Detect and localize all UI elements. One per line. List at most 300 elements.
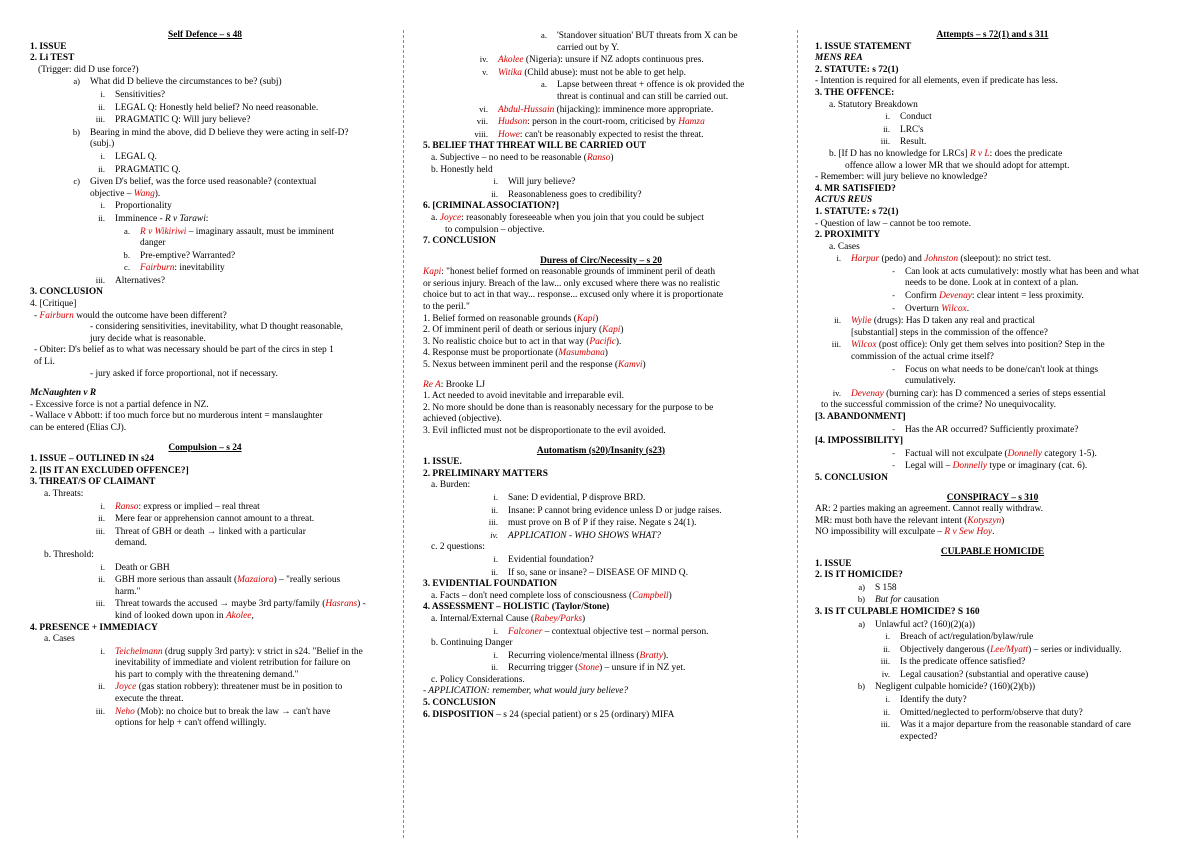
section-heading — [30, 454, 380, 466]
section-heading — [815, 230, 1170, 242]
list-item — [30, 151, 380, 164]
list-marker: - — [892, 290, 895, 301]
list-marker: ii. — [883, 643, 890, 654]
line-text: 2. [IS IT AN EXCLUDED OFFENCE?] — [30, 465, 189, 476]
line-text: AR: 2 parties making an agreement. Cannot really withdraw. — [815, 504, 1043, 515]
list-marker: - — [892, 423, 895, 434]
line-text: 1. STATUTE: s 72(1) — [815, 206, 899, 217]
section-heading — [815, 559, 1170, 571]
list-marker: i. — [493, 176, 498, 187]
line-text: Will jury believe? — [508, 177, 576, 188]
text-line — [30, 718, 380, 730]
list-item — [815, 388, 1170, 401]
line-text: cumulatively. — [905, 376, 956, 387]
list-marker: iii. — [880, 136, 890, 147]
list-marker: vii. — [476, 116, 488, 127]
list-item — [30, 574, 380, 587]
section-heading — [423, 141, 779, 153]
list-marker: i. — [100, 200, 105, 211]
section-title — [30, 30, 380, 42]
line-text: Focus on what needs to be done/can't look at things — [905, 364, 1099, 375]
line-text: Wylie (drugs): Has D taken any real and practical — [851, 316, 1035, 327]
line-text: 6. DISPOSITION – s 24 (special patient) or s 25 (ordinary) MIFA — [423, 709, 675, 720]
text-line — [815, 161, 1170, 173]
line-text: McNaughten v R — [30, 388, 97, 399]
line-text: Death or GBH — [115, 562, 170, 573]
list-marker: v. — [482, 66, 488, 77]
line-text: Compulsion – s 24 — [168, 442, 242, 453]
line-text: NO impossibility will exculpate – R v Sew Hoy. — [815, 527, 995, 538]
line-text: Ranso: express or implied – real threat — [115, 501, 260, 512]
text-line — [815, 219, 1170, 231]
line-text: - Wallace v Abbott: if too much force but no murderous intent = manslaughter — [30, 411, 323, 422]
line-text: 'Standover situation' BUT threats from X can be — [557, 31, 738, 41]
list-item — [423, 189, 779, 202]
line-text: Recurring violence/mental illness (Bratty). — [508, 650, 669, 661]
line-text: Wilcox (post office): Only get them selves into position? Step in the — [851, 340, 1105, 351]
line-text: Neho (Mob): no choice but to break the law → can't have — [115, 706, 331, 717]
list-item — [423, 662, 779, 675]
list-item — [815, 364, 1170, 377]
list-marker: i. — [100, 561, 105, 572]
line-text: - Question of law – cannot be too remote. — [815, 218, 971, 229]
line-text: Sane: D evidential, P disprove BRD. — [508, 492, 646, 503]
line-text: Joyce (gas station robbery): threatener must be in position to — [115, 682, 343, 693]
line-text: 1. ISSUE – OUTLINED IN s24 — [30, 454, 154, 465]
text-line — [30, 489, 380, 501]
list-item — [815, 669, 1170, 682]
text-line — [30, 189, 380, 201]
section-heading — [30, 477, 380, 489]
text-line — [30, 65, 380, 77]
list-marker: iii. — [95, 705, 105, 716]
text-line — [423, 92, 779, 104]
text-line — [815, 100, 1170, 112]
list-marker: c. — [124, 262, 130, 273]
line-text: MENS REA — [815, 53, 863, 64]
line-text: (subj.) — [90, 139, 115, 150]
line-text: threat is continual and can still be carried out. — [557, 91, 729, 102]
line-text: 4. [Critique] — [30, 299, 77, 310]
section-heading — [423, 602, 779, 614]
text-line — [423, 542, 779, 554]
text-line — [423, 391, 779, 403]
text-line — [30, 411, 380, 423]
list-item — [423, 176, 779, 189]
subheading — [815, 53, 1170, 65]
text-line — [423, 348, 779, 360]
list-marker: i. — [885, 111, 890, 122]
list-item — [30, 706, 380, 719]
line-text: 6. [CRIMINAL ASSOCIATION?] — [423, 201, 560, 212]
list-item — [423, 530, 779, 543]
section-heading — [30, 466, 380, 478]
line-text: 4. MR SATISFIED? — [815, 183, 896, 194]
spacer — [423, 372, 779, 380]
list-item — [815, 594, 1170, 607]
text-line — [423, 213, 779, 225]
list-item — [423, 650, 779, 663]
text-line — [423, 638, 779, 650]
line-text: needs to be done. Look at in context of a plan. — [905, 278, 1079, 289]
line-text: 1. ISSUE. — [423, 457, 462, 468]
text-line — [423, 710, 779, 722]
line-text: 3. IS IT CULPABLE HOMICIDE? S 160 — [815, 606, 980, 617]
list-item — [815, 582, 1170, 595]
line-text: 1. ISSUE STATEMENT — [815, 41, 912, 52]
line-text: 2. PRELIMINARY MATTERS — [423, 468, 548, 479]
list-item — [423, 67, 779, 80]
line-text: Identify the duty? — [900, 695, 967, 706]
list-marker: - — [892, 265, 895, 276]
section-heading — [815, 412, 1170, 424]
line-text: harm." — [115, 586, 141, 597]
text-line — [423, 686, 779, 698]
line-text: LRC's — [900, 124, 924, 135]
line-text: must prove on B of P if they raise. Negate s 24(1). — [508, 518, 697, 529]
section-heading — [815, 184, 1170, 196]
text-line — [30, 400, 380, 412]
list-item — [30, 513, 380, 526]
text-line — [815, 376, 1170, 388]
line-text: b. Threshold: — [44, 549, 94, 560]
line-text: - Obiter: D's belief as to what was necessary should be part of the circs in step 1 — [34, 345, 334, 356]
list-marker: a) — [73, 76, 80, 87]
list-item — [423, 505, 779, 518]
list-item — [30, 127, 380, 140]
list-item — [30, 226, 380, 239]
list-marker: ii. — [834, 315, 841, 326]
line-text: Result. — [900, 137, 927, 148]
text-line — [815, 172, 1170, 184]
list-item — [815, 448, 1170, 461]
list-item — [815, 656, 1170, 669]
line-text: 1. Belief formed on reasonable grounds (Kapi) — [423, 313, 599, 324]
list-item — [423, 626, 779, 639]
line-text: Automatism (s20)/Insanity (s23) — [536, 445, 666, 456]
line-text: b. Honestly held — [431, 164, 493, 175]
line-text: 3. CONCLUSION — [30, 287, 103, 298]
line-text: options for help + can't offend willingly. — [115, 718, 267, 729]
list-item — [815, 136, 1170, 149]
list-marker: ii. — [883, 706, 890, 717]
text-line — [423, 614, 779, 626]
list-marker: b) — [857, 594, 865, 605]
line-text: LEGAL Q. — [115, 151, 157, 162]
line-text: danger — [140, 238, 166, 249]
line-text: his part to comply with the threatening demand." — [115, 669, 299, 680]
line-text: b. Continuing Danger — [431, 638, 513, 649]
line-text: 2. PROXIMITY — [815, 230, 881, 241]
section-heading — [30, 53, 380, 65]
text-line — [423, 675, 779, 687]
list-marker: i. — [493, 553, 498, 564]
subheading — [815, 195, 1170, 207]
line-text: to compulsion – objective. — [445, 224, 545, 235]
list-item — [30, 598, 380, 611]
list-marker: iv. — [881, 668, 890, 679]
line-text: Legal will – Donnelly type or imaginary (cat. 6). — [905, 461, 1088, 472]
line-text: Bearing in mind the above, did D believe they were acting in self-D? — [90, 127, 349, 138]
line-text: Akolee (Nigeria): unsure if NZ adopts continuous pres. — [498, 55, 704, 66]
line-text: Self Defence – s 48 — [168, 30, 242, 40]
line-text: [3. ABANDONMENT] — [815, 412, 906, 422]
line-text: 1. Act needed to avoid inevitable and irreparable evil. — [423, 391, 624, 402]
line-text: Recurring trigger (Stone) – unsure if in NZ yet. — [508, 663, 686, 674]
spacer — [423, 438, 779, 446]
text-line — [30, 322, 380, 334]
list-item — [815, 339, 1170, 352]
text-line — [30, 670, 380, 682]
text-line — [815, 149, 1170, 161]
list-item — [815, 619, 1170, 632]
line-text: MR: must both have the relevant intent (Kotyszyn) — [815, 515, 1005, 526]
line-text: Factual will not exculpate (Donnelly category 1-5). — [905, 448, 1097, 459]
list-marker: iii. — [880, 656, 890, 667]
text-line — [423, 414, 779, 426]
section-heading — [815, 42, 1170, 54]
section-title — [423, 446, 779, 458]
line-text: - considering sensitivities, inevitability, what D thought reasonable, — [90, 322, 343, 333]
line-text: PRAGMATIC Q. — [115, 164, 181, 175]
list-item — [423, 567, 779, 580]
list-item — [423, 54, 779, 67]
line-text: a. Cases — [44, 634, 75, 645]
list-marker: i. — [100, 500, 105, 511]
list-marker: ii. — [98, 163, 105, 174]
list-marker: i. — [493, 649, 498, 660]
line-text: Omitted/neglected to perform/observe that duty? — [900, 707, 1083, 718]
line-text: 3. THREAT/S OF CLAIMANT — [30, 477, 156, 488]
text-line — [30, 538, 380, 550]
line-text: c. Policy Considerations. — [431, 674, 525, 685]
list-marker: ii. — [491, 188, 498, 199]
list-marker: iii. — [831, 339, 841, 350]
line-text: a. Internal/External Cause (Rabey/Parks) — [431, 613, 586, 624]
text-line — [30, 550, 380, 562]
spacer — [815, 539, 1170, 547]
line-text: PRAGMATIC Q: Will jury believe? — [115, 115, 251, 126]
text-line — [815, 278, 1170, 290]
line-text: Attempts – s 72(1) and s 311 — [936, 30, 1049, 40]
line-text: APPLICATION - WHO SHOWS WHAT? — [508, 530, 661, 541]
section-heading — [815, 207, 1170, 219]
text-line — [423, 267, 779, 279]
line-text: Can look at acts cumulatively: mostly what has been and what — [905, 266, 1139, 277]
line-text: b. [If D has no knowledge for LRCs] R v L: does the predicate — [829, 148, 1063, 159]
list-marker: i. — [885, 694, 890, 705]
line-text: 4. Response must be proportionate (Masumbana) — [423, 348, 608, 359]
list-marker: ii. — [98, 681, 105, 692]
line-text: Abdul-Hussain (hijacking): imminence more appropriate. — [498, 104, 714, 115]
line-text: Evidential foundation? — [508, 554, 594, 565]
text-line — [30, 587, 380, 599]
text-line — [423, 153, 779, 165]
line-text: 3. EVIDENTIAL FOUNDATION — [423, 579, 557, 590]
list-marker: b) — [72, 126, 80, 137]
line-text: or serious injury. Breach of the law... only excused where there was no realistic — [423, 278, 720, 289]
list-marker: ii. — [883, 123, 890, 134]
line-text: carried out by Y. — [557, 42, 619, 53]
spacer — [30, 435, 380, 443]
line-text: Unlawful act? (160)(2)(a)) — [875, 619, 975, 630]
line-text: Proportionality — [115, 201, 172, 212]
line-text: CULPABLE HOMICIDE — [940, 546, 1045, 557]
list-item — [815, 681, 1170, 694]
line-text: to the peril." — [423, 302, 470, 313]
list-item — [815, 303, 1170, 316]
text-line — [815, 400, 1170, 412]
list-item — [30, 213, 380, 226]
list-marker: i. — [836, 253, 841, 264]
section-heading — [423, 457, 779, 469]
line-text: - Intention is required for all elements, even if predicate has less. — [815, 76, 1058, 87]
section-heading — [815, 607, 1170, 619]
line-text: Negligent culpable homicide? (160)(2)(b)) — [875, 682, 1036, 693]
column-self-defence-compulsion — [30, 30, 380, 840]
line-text: Falconer – contextual objective test – normal person. — [508, 626, 709, 637]
list-item — [423, 492, 779, 505]
line-text: - jury asked if force proportional, not if necessary. — [90, 368, 278, 379]
text-line — [815, 504, 1170, 516]
line-text: c. 2 questions: — [431, 542, 485, 553]
list-marker: a. — [124, 225, 130, 236]
text-line — [30, 369, 380, 381]
list-marker: ii. — [491, 504, 498, 515]
section-heading — [423, 201, 779, 213]
text-line — [30, 611, 380, 623]
list-item — [815, 719, 1170, 732]
text-line — [30, 658, 380, 670]
list-marker: - — [892, 447, 895, 458]
line-text: kind of looked down upon in Akolee, — [115, 610, 254, 621]
section-heading — [30, 287, 380, 299]
line-text: Has the AR occurred? Sufficiently proximate? — [905, 424, 1079, 435]
line-text: GBH more serious than assault (Mazaiora) – "really serious — [115, 575, 341, 586]
section-title — [423, 256, 779, 268]
list-marker: i. — [493, 491, 498, 502]
text-line — [815, 76, 1170, 88]
line-text: Is the predicate offence satisfied? — [900, 657, 1026, 668]
list-item — [815, 315, 1170, 328]
text-line — [815, 352, 1170, 364]
list-item — [815, 707, 1170, 720]
line-text: Fairburn: inevitability — [140, 263, 225, 274]
list-marker: i. — [885, 631, 890, 642]
list-marker: b. — [123, 249, 130, 260]
list-marker: i. — [100, 88, 105, 99]
list-marker: - — [892, 302, 895, 313]
list-marker: - — [892, 460, 895, 471]
line-text: execute the threat. — [115, 694, 184, 705]
line-text: If so, sane or insane? – DISEASE OF MIND Q. — [508, 567, 688, 578]
list-item — [815, 424, 1170, 437]
text-line — [423, 325, 779, 337]
line-text: Objectively dangerous (Lee/Myatt) – series or individually. — [900, 644, 1122, 655]
line-text: Was it a major departure from the reasonable standard of care — [900, 720, 1131, 731]
line-text: of Li. — [34, 357, 55, 368]
list-item — [423, 129, 779, 142]
list-item — [30, 164, 380, 177]
text-line — [423, 337, 779, 349]
text-line — [423, 302, 779, 314]
line-text: 5. CONCLUSION — [423, 698, 496, 709]
text-line — [815, 516, 1170, 528]
line-text: 2. Of imminent peril of death or serious injury (Kapi) — [423, 325, 624, 336]
line-text: a. Facts – don't need complete loss of consciousness (Campbell) — [431, 590, 672, 601]
line-text: achieved (objective). — [423, 414, 502, 425]
list-item — [815, 644, 1170, 657]
line-text: - Excessive force is not a partial defence in NZ. — [30, 399, 209, 410]
list-item — [30, 646, 380, 659]
line-text: 1. ISSUE — [30, 41, 67, 52]
list-item — [815, 124, 1170, 137]
line-text: Mere fear or apprehension cannot amount to a threat. — [115, 514, 315, 525]
column-attempts-homicide — [815, 30, 1170, 840]
line-text: a. Cases — [829, 241, 860, 252]
text-line — [30, 345, 380, 357]
list-item — [815, 266, 1170, 279]
line-text: [4. IMPOSSIBILITY] — [815, 436, 904, 447]
section-heading — [423, 698, 779, 710]
line-text: Re A: Brooke LJ — [423, 379, 486, 390]
text-line — [30, 634, 380, 646]
list-item — [423, 116, 779, 129]
line-text: (Trigger: did D use force?) — [38, 64, 139, 75]
text-line — [815, 328, 1170, 340]
text-line — [423, 290, 779, 302]
text-line — [423, 43, 779, 55]
line-text: 1. ISSUE — [815, 558, 852, 569]
line-text: Witika (Child abuse): must not be able to get help. — [498, 67, 686, 78]
list-marker: a. — [541, 30, 547, 40]
list-item — [30, 562, 380, 575]
line-text: objective – Wang). — [90, 188, 161, 199]
line-text: demand. — [115, 538, 148, 549]
text-line — [423, 591, 779, 603]
text-line — [423, 403, 779, 415]
list-marker: iii. — [95, 525, 105, 536]
section-heading — [30, 42, 380, 54]
line-text: Overturn Wilcox. — [905, 303, 970, 314]
list-marker: iii. — [95, 598, 105, 609]
list-marker: - — [892, 363, 895, 374]
line-text: 5. CONCLUSION — [815, 472, 888, 483]
list-item — [815, 111, 1170, 124]
line-text: - APPLICATION: remember, what would jury believe? — [423, 686, 629, 697]
line-text: But for causation — [875, 595, 940, 606]
text-line — [423, 165, 779, 177]
list-item — [815, 631, 1170, 644]
text-line — [423, 279, 779, 291]
list-item — [30, 200, 380, 213]
line-text: Insane: P cannot bring evidence unless D or judge raises. — [508, 505, 722, 516]
list-marker: iv. — [479, 54, 488, 65]
text-line — [30, 423, 380, 435]
list-item — [30, 262, 380, 275]
section-title — [815, 547, 1170, 559]
line-text: 2. STATUTE: s 72(1) — [815, 64, 899, 75]
list-item — [30, 76, 380, 89]
list-marker: a) — [858, 618, 865, 629]
line-text: 2. IS IT HOMICIDE? — [815, 570, 903, 581]
list-marker: i. — [100, 645, 105, 656]
line-text: 3. THE OFFENCE: — [815, 87, 895, 98]
list-marker: iv. — [832, 387, 841, 398]
line-text: Lapse between threat + offence is ok provided the — [557, 80, 745, 91]
list-marker: iii. — [880, 719, 890, 730]
line-text: a. Joyce: reasonably foreseeable when you join that you could be subject — [431, 212, 704, 223]
